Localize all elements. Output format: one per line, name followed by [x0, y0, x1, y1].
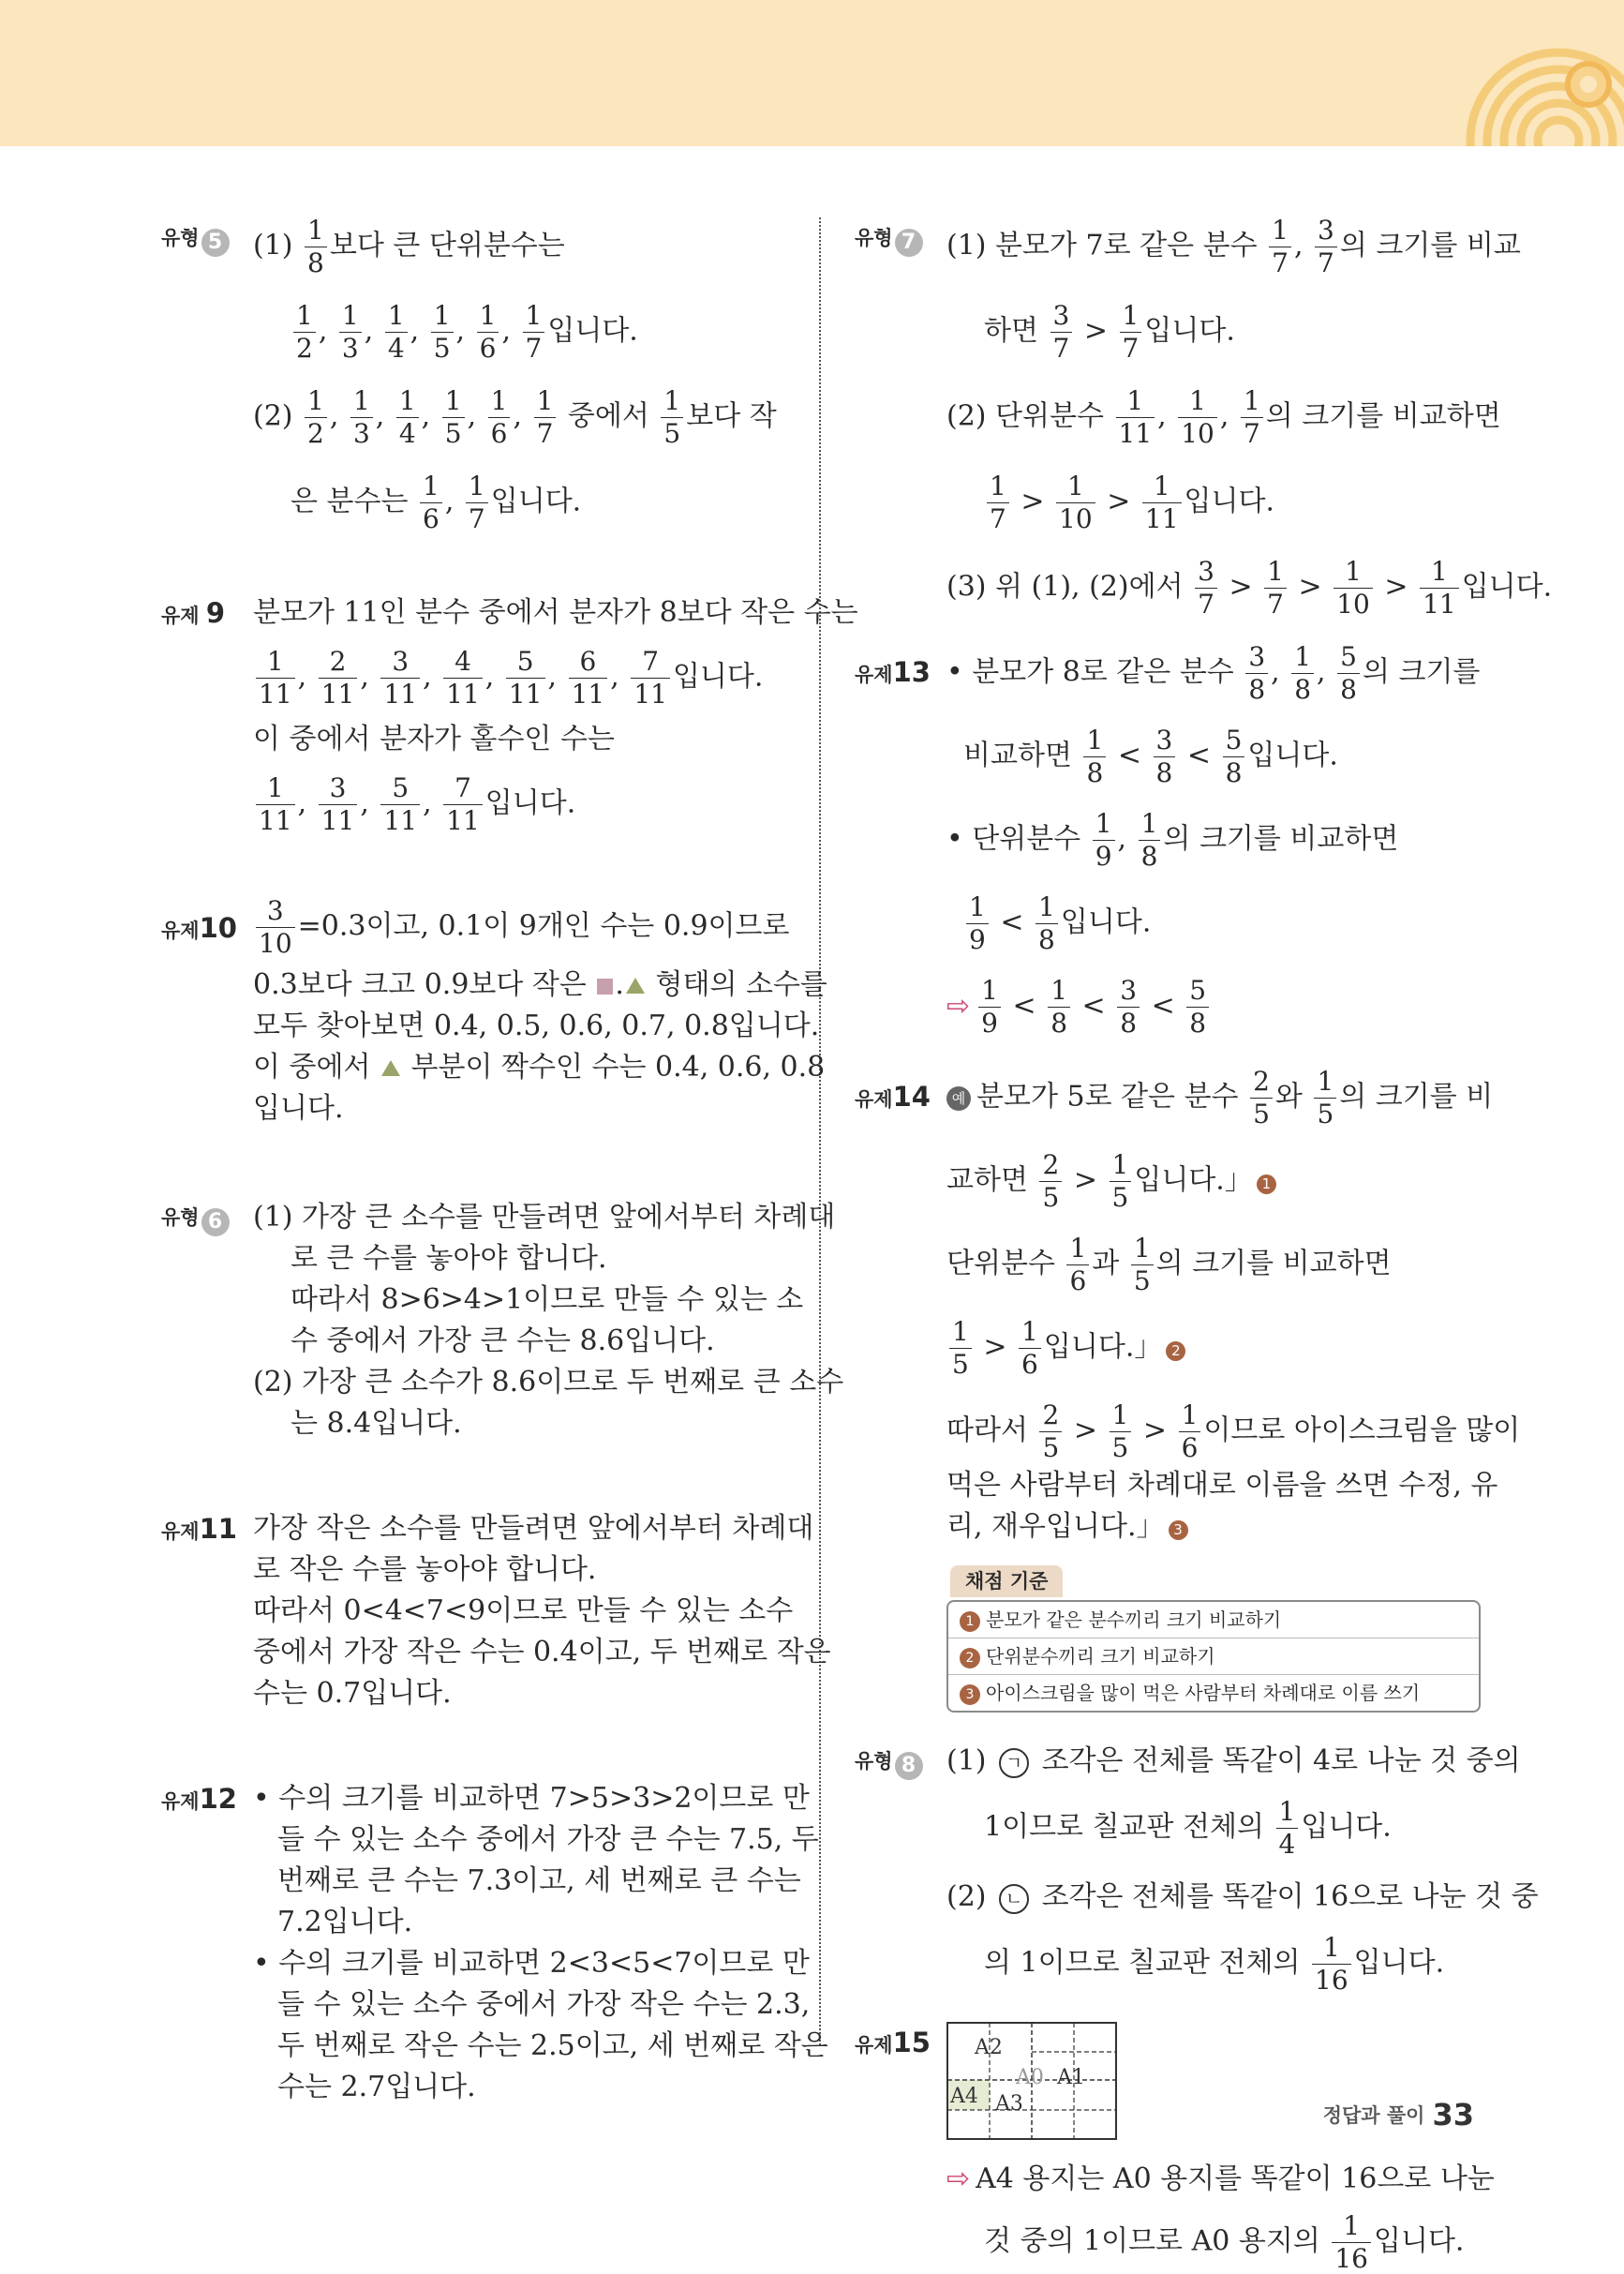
line: (3) 위 (1), (2)에서 $\frac{3}{7}$ > $\frac{1}{7}$ > $\frac{1}{10}$ > $\frac{1}{11}$ 입니다.: [946, 556, 1553, 620]
line: 수는 0.7입니다.: [253, 1677, 452, 1710]
line: 로 큰 수를 놓아야 합니다.: [291, 1242, 607, 1275]
line: 의 1이므로 칠교판 전체의 $\frac{1}{16}$ 입니다.: [984, 1932, 1445, 1996]
line: 는 8.4입니다.: [291, 1407, 462, 1440]
line: 따라서 $\frac{2}{5}$ > $\frac{1}{5}$ > $\frac{1}{6}$ 이므로 아이스크림을 많이: [946, 1399, 1521, 1463]
line: (2) $\frac{1}{2}$ , $\frac{1}{3}$ , $\frac{1}{4}$ , $\frac{1}{5}$ , $\frac{1}{6}$ , $\frac{1}{7}$ 중에서 $\frac{1}{5}$ 보다 작: [253, 385, 777, 449]
line: 이 중에서 부분이 짝수인 수는 0.4, 0.6, 0.8: [253, 1051, 826, 1084]
problem-type-6: [161, 1197, 844, 1444]
problem-tag: 유제11: [161, 1513, 237, 1545]
problem-tag: 유형 8: [855, 1741, 923, 1782]
line: 단위분수 $\frac{1}{6}$ 과 $\frac{1}{5}$ 의 크기를 비교하면: [946, 1233, 1392, 1296]
footer-title: 정답과 풀이: [1322, 2104, 1425, 2127]
line: 것 중의 1이므로 A0 용지의 $\frac{1}{16}$ 입니다.: [984, 2210, 1465, 2274]
line: $\frac{1}{9}$ < $\frac{1}{8}$ 입니다.: [946, 894, 1481, 953]
criteria-row: 3 아이스크림을 많이 먹은 사람부터 차례대로 이름 쓰기: [948, 1675, 1479, 1711]
problem-tag: 유제13: [855, 656, 931, 688]
line: 하면 $\frac{3}{7}$ > $\frac{1}{7}$ 입니다.: [984, 300, 1235, 364]
line: 비교하면 $\frac{1}{8}$ < $\frac{3}{8}$ < $\frac{5}{8}$ 입니다.: [963, 725, 1338, 788]
line: (2) 가장 큰 소수가 8.6이므로 두 번째로 큰 소수: [253, 1366, 844, 1399]
line: $\frac{1}{11}$ , $\frac{3}{11}$ , $\frac{5}{11}$ , $\frac{7}{11}$ 입니다.: [253, 775, 787, 834]
right-column: [855, 215, 1553, 2274]
criteria-row: 1 분모가 같은 분수끼리 크기 비교하기: [948, 1602, 1479, 1638]
line: 0.3보다 크고 0.9보다 작은 . 형태의 소수를: [253, 968, 827, 1001]
problem-tag: 유형 6: [161, 1197, 230, 1238]
line: 수는 2.7입니다.: [277, 2071, 476, 2103]
arrow-icon: ⇨: [946, 2162, 971, 2195]
line: 로 작은 수를 놓아야 합니다.: [253, 1553, 597, 1586]
column-divider: [819, 217, 821, 2045]
line: 은 분수는 $\frac{1}{6}$ , $\frac{1}{7}$ 입니다.: [291, 471, 582, 534]
line: • 수의 크기를 비교하면 2<3<5<7이므로 만: [253, 1947, 810, 1980]
problem-type-8: [855, 1741, 1539, 1996]
line: 1이므로 칠교판 전체의 $\frac{1}{4}$ 입니다.: [984, 1796, 1392, 1860]
problem-tag: 유제12: [161, 1783, 237, 1815]
spiral-decoration-icon: [1380, 0, 1624, 146]
exercise-15: [855, 2022, 1495, 2274]
label-a1: A1: [1057, 2066, 1085, 2089]
line: 따라서 8>6>4>1이므로 만들 수 있는 소: [291, 1283, 804, 1316]
line: (2) ㄴ 조각은 전체를 똑같이 16으로 나눈 것 중: [946, 1880, 1539, 1913]
line: 이 중에서 분자가 홀수인 수는: [253, 723, 615, 756]
exercise-11: [161, 1508, 831, 1714]
criteria-title: 채점 기준: [950, 1565, 1063, 1597]
page-number: 33: [1432, 2097, 1474, 2132]
exercise-10: [161, 895, 827, 1130]
square-icon: [597, 979, 613, 995]
line: $\frac{3}{10}$ =0.3이고, 0.1이 9개인 수는 0.9이므로: [253, 898, 787, 957]
fraction: $\frac{1}{8}$: [305, 217, 327, 277]
step-marker: 3: [1169, 1520, 1188, 1540]
line: 번째로 큰 수는 7.3이고, 세 번째로 큰 수는: [277, 1864, 801, 1897]
line: 예 분모가 5로 같은 분수 $\frac{2}{5}$ 와 $\frac{1}{5}$ 의 크기를 비: [946, 1069, 1481, 1128]
line: (1) $\frac{1}{8}$ 보다 큰 단위분수는: [253, 215, 565, 278]
line: 가장 작은 소수를 만들려면 앞에서부터 차례대: [253, 1512, 814, 1545]
line: $\frac{1}{2}$ , $\frac{1}{3}$ , $\frac{1}{4}$ , $\frac{1}{5}$ , $\frac{1}{6}$ , $\frac{1}{7}$ 입니다.: [253, 303, 787, 362]
exercise-14: [855, 1066, 1521, 1713]
line: 교하면 $\frac{2}{5}$ > $\frac{1}{5}$ 입니다.」 1: [946, 1152, 1481, 1211]
problem-tag: 유제 9: [161, 597, 226, 629]
line: 수 중에서 가장 큰 수는 8.6입니다.: [291, 1324, 715, 1357]
left-column: [161, 215, 858, 2108]
line: $\frac{1}{11}$ , $\frac{2}{11}$ , $\frac{3}{11}$ , $\frac{4}{11}$ , $\frac{5}{11}$ , $\frac{6}{11}$ , $\frac{7}{11}$ 입니다.: [253, 649, 787, 708]
line: 들 수 있는 소수 중에서 가장 작은 수는 2.3,: [277, 1988, 811, 2021]
problem-tag: 유제14: [855, 1081, 931, 1113]
line: 두 번째로 작은 수는 2.5이고, 세 번째로 작은: [277, 2029, 828, 2062]
triangle-icon: [626, 978, 645, 994]
line: (1) 가장 큰 소수를 만들려면 앞에서부터 차례대: [253, 1201, 836, 1234]
line: (2) 단위분수 $\frac{1}{11}$ , $\frac{1}{10}$ , $\frac{1}{7}$ 의 크기를 비교하면: [946, 385, 1501, 449]
scoring-criteria: [946, 1559, 1481, 1713]
problem-tag: 유제15: [855, 2027, 931, 2058]
exercise-12: [161, 1778, 828, 2108]
line: 리, 재우입니다.」 3: [946, 1506, 1481, 1548]
label-a3: A3: [995, 2092, 1023, 2116]
line: 따라서 0<4<7<9이므로 만들 수 있는 소수: [253, 1594, 794, 1627]
problem-tag: 유형 5: [161, 217, 230, 259]
problem-type-7: [855, 215, 1553, 620]
step-marker: 1: [1257, 1174, 1276, 1194]
problem-tag: 유형 7: [855, 217, 923, 259]
line: • 분모가 8로 같은 분수 $\frac{3}{8}$ , $\frac{1}{8}$ , $\frac{5}{8}$ 의 크기를: [946, 641, 1481, 705]
line: (1) 분모가 7로 같은 분수 $\frac{1}{7}$ , $\frac{3}{7}$ 의 크기를 비교: [946, 215, 1521, 278]
line: 분모가 11인 분수 중에서 분자가 8보다 작은 수는: [253, 596, 858, 629]
line: 중에서 가장 작은 수는 0.4이고, 두 번째로 작은: [253, 1636, 831, 1668]
line: $\frac{1}{5}$ > $\frac{1}{6}$ 입니다.」 2: [946, 1319, 1481, 1378]
step-marker: 2: [1166, 1341, 1185, 1361]
line: • 수의 크기를 비교하면 7>5>3>2이므로 만: [253, 1782, 810, 1815]
criteria-table: [946, 1600, 1481, 1713]
line: 먹은 사람부터 차례대로 이름을 쓰면 수정, 유: [946, 1469, 1498, 1502]
circled-letter: ㄴ: [999, 1884, 1029, 1914]
exercise-13: [855, 641, 1481, 1039]
line: 입니다.: [253, 1092, 344, 1125]
triangle-icon: [381, 1060, 400, 1076]
paper-size-diagram: [946, 2022, 1117, 2140]
line: 모두 찾아보면 0.4, 0.5, 0.6, 0.7, 0.8입니다.: [253, 1010, 820, 1042]
label-a0: A0: [1016, 2066, 1044, 2089]
criteria-row: 2 단위분수끼리 크기 비교하기: [948, 1638, 1479, 1675]
line: ⇨ A4 용지는 A0 용지를 똑같이 16으로 나눈: [946, 2162, 1495, 2195]
problem-tag: 유제10: [161, 912, 237, 944]
label-a4: A4: [950, 2085, 978, 2108]
line: 7.2입니다.: [277, 1906, 413, 1938]
page-footer: [1323, 2097, 1474, 2132]
line: 들 수 있는 소수 중에서 가장 큰 수는 7.5, 두: [277, 1823, 819, 1856]
arrow-icon: ⇨: [946, 989, 971, 1023]
label-a2: A2: [975, 2036, 1003, 2059]
line: ⇨ $\frac{1}{9}$ < $\frac{1}{8}$ < $\frac{3}{8}$ < $\frac{5}{8}$: [946, 978, 1481, 1037]
line: (1) ㄱ 조각은 전체를 똑같이 4로 나눈 것 중의: [946, 1744, 1521, 1777]
line: • 단위분수 $\frac{1}{9}$ , $\frac{1}{8}$ 의 크기를 비교하면: [946, 808, 1399, 872]
example-badge: 예: [946, 1086, 971, 1111]
exercise-9: [161, 592, 858, 836]
problem-type-5: [161, 217, 787, 532]
circled-letter: ㄱ: [999, 1748, 1029, 1778]
line: $\frac{1}{7}$ > $\frac{1}{10}$ > $\frac{1}{11}$ 입니다.: [946, 473, 1481, 532]
